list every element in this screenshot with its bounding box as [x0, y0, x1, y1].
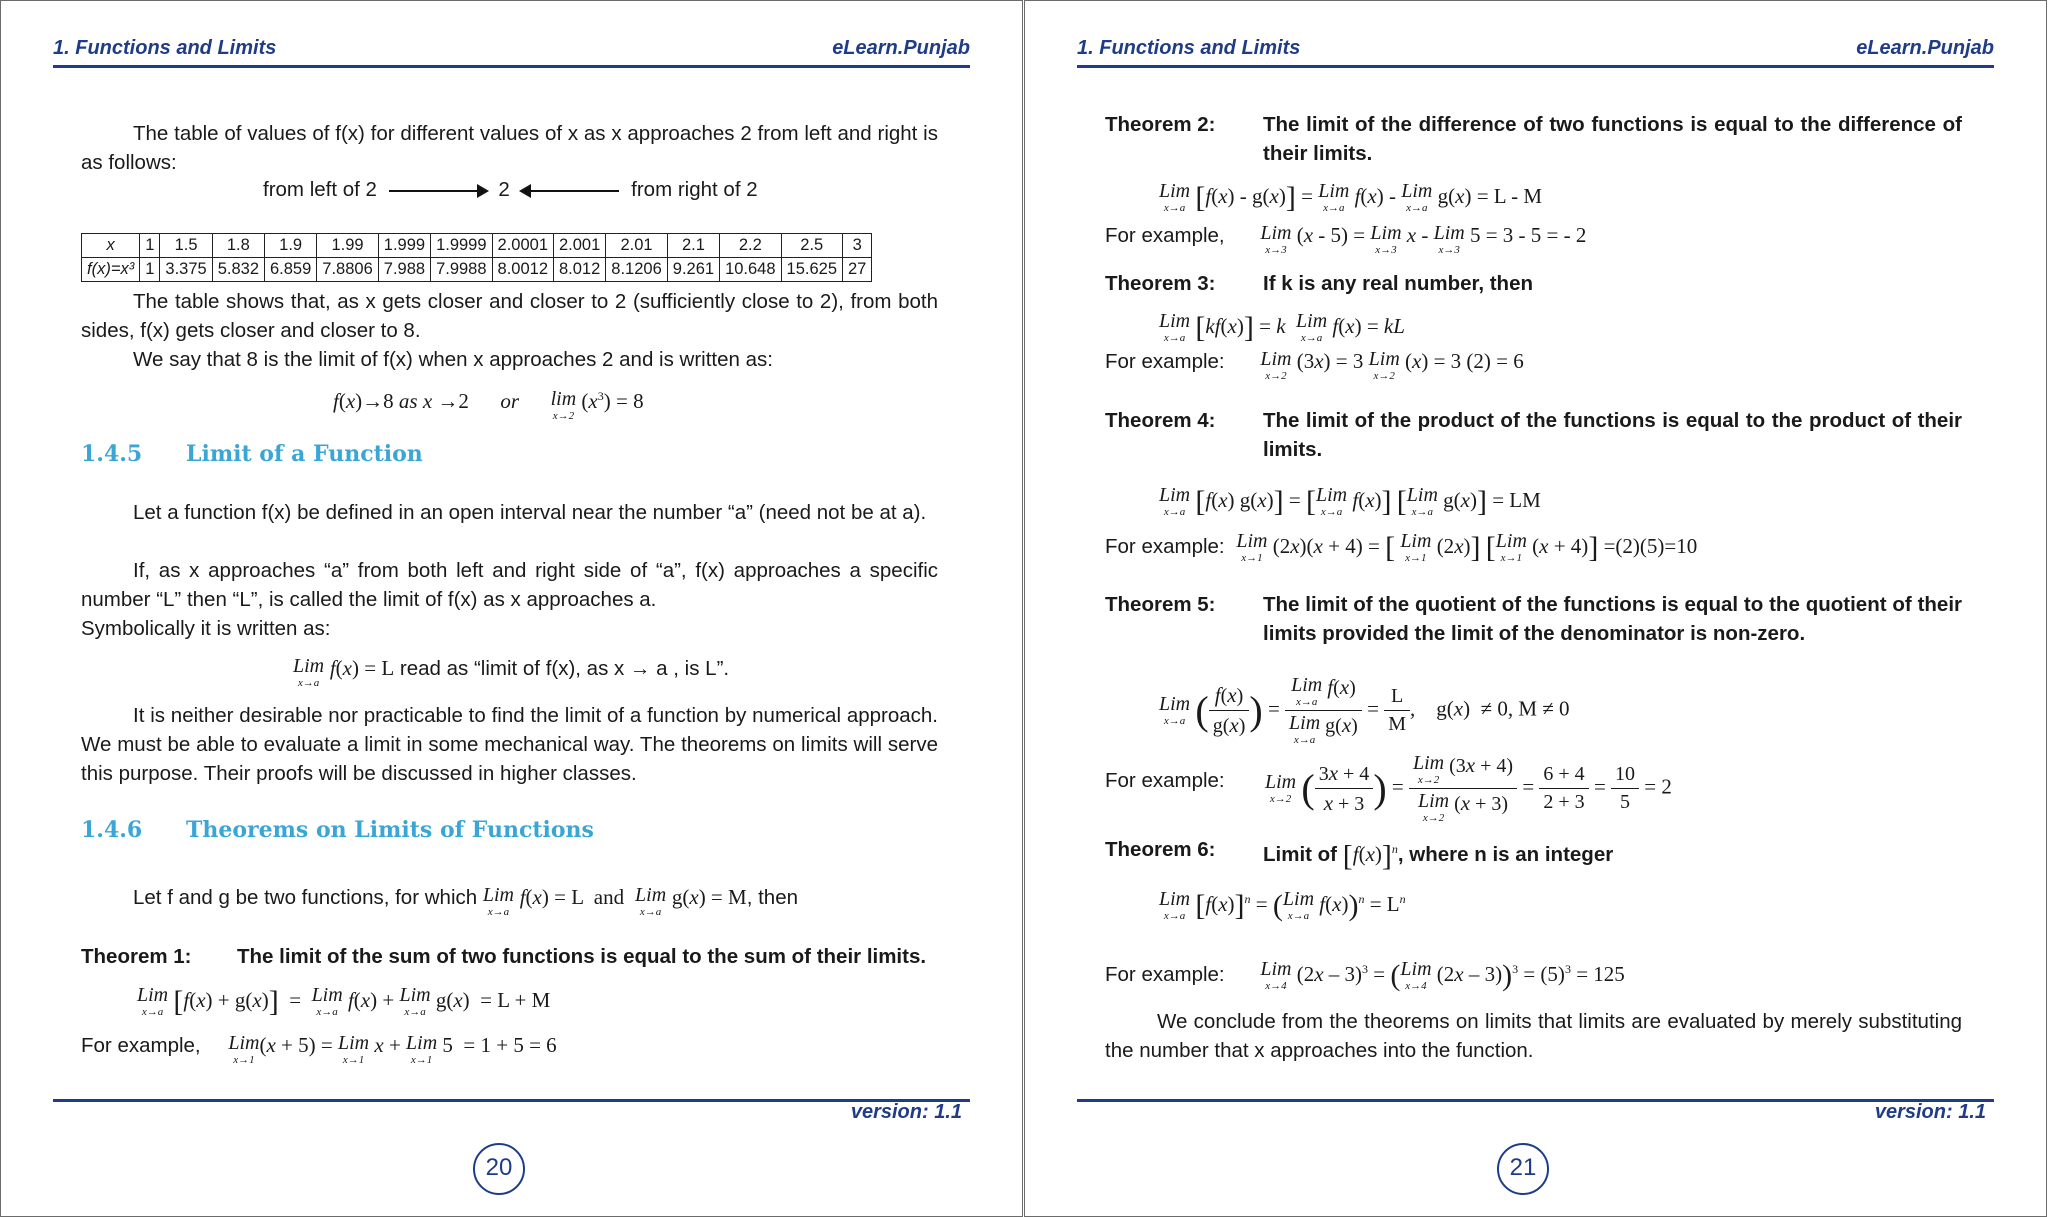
from-right-label: from right of 2: [631, 178, 758, 201]
table-cell: 2.001: [554, 234, 606, 258]
for-example-label: For example,: [1105, 224, 1225, 247]
page-number: 21: [1497, 1143, 1549, 1195]
footer-version: version: 1.1: [850, 1101, 962, 1123]
table-cell: 1: [140, 258, 160, 282]
table-cell: 10.648: [720, 258, 781, 282]
theorem-1-example: For example, Lim x→1 (x + 5) = Lim x→1 x + Lim x→1 5 = 1 + 5 = 6: [81, 1032, 557, 1066]
table-cell: 2.2: [720, 234, 781, 258]
table-cell: 7.988: [378, 258, 430, 282]
table-cell: 1.9999: [431, 234, 492, 258]
neither-desirable-paragraph: It is neither desirable nor practicable to find the limit of a function by numerical approach. We must be able to evaluate a limit in some mechanical way. The theorems on limits will serve this purpose. Their proofs will be discussed in higher classes.: [81, 704, 938, 785]
theorem-5-example-formula: Lim x→2 ( $\frac{3x + 4}{x + 3}$ ) = Lim x→2 (3x + 4) Lim x→2 (x + 3) = $\frac{6 + 4}{2 + 3}$ = $\frac{10}{5}$ = 2: [1265, 752, 1672, 824]
read-as-text: read as “limit of f(x), as x → a , is L”.: [399, 657, 730, 680]
table-cell: 2.0001: [492, 234, 553, 258]
section-1-4-5-heading: [81, 441, 423, 467]
table-cell: 8.012: [554, 258, 606, 282]
header-title: 1. Functions and Limits: [53, 37, 277, 59]
table-header-x: x: [82, 234, 140, 258]
table-cell: 2.1: [667, 234, 719, 258]
footer-line: [53, 1099, 970, 1102]
theorem-text: If k is any real number, then: [1263, 272, 1534, 295]
let-fg-then: , then: [746, 886, 798, 909]
from-left-label: from left of 2: [263, 178, 377, 201]
theorem-3-formula: Lim x→a [kf(x)] = k Lim x→a f(x) = kL: [1159, 310, 1405, 344]
theorem-5-example: [1105, 769, 1225, 793]
theorem-2-formula: Lim x→a [f(x) - g(x)] = Lim x→a f(x) - Lim x→a g(x) = L - M: [1159, 180, 1543, 214]
header-title: 1. Functions and Limits: [1077, 37, 1301, 59]
page-20: [0, 0, 1023, 1217]
limit-statement-formula: f(x)→8 as x →2 or lim x→2 $(x^3) = 8$: [333, 388, 644, 422]
theorem-text: The limit of the quotient of the functions is equal to the quotient of their limits provided the limit of the denominator is non-zero.: [1263, 593, 1962, 645]
for-example-label: For example:: [1105, 769, 1225, 792]
theorem-2-example: For example, Lim x→3 (x - 5) = Lim x→3 x - Lim x→3 5 = 3 - 5 = - 2: [1105, 222, 1587, 256]
table-cell: 2.5: [781, 234, 842, 258]
table-cell: 5.832: [212, 258, 264, 282]
table-cell: 6.859: [265, 258, 317, 282]
approach-line: [263, 178, 758, 202]
theorem-label: Theorem 2:: [1105, 113, 1216, 136]
table-cell: 1.9: [265, 234, 317, 258]
theorem-text: The limit of the sum of two functions is equal to the sum of their limits.: [237, 945, 927, 968]
page-header: [1077, 35, 1994, 68]
page-number: 20: [473, 1143, 525, 1195]
section-1-4-6-heading: [81, 817, 594, 843]
header-site: eLearn.Punjab: [1856, 37, 1994, 59]
table-cell: 9.261: [667, 258, 719, 282]
theorem-6-example: For example: Lim x→4 (2x – 3)$^3$ = ( Lim x→4 $(2x - 3))^3 = (5)^3 = 125$: [1105, 958, 1625, 992]
table-cell: 7.9988: [431, 258, 492, 282]
theorem-text: The limit of the product of the functions is equal to the product of their limits.: [1263, 409, 1962, 461]
theorem-text-pre: Limit of: [1263, 843, 1338, 866]
header-site: eLearn.Punjab: [832, 37, 970, 59]
theorem-4-formula: Lim x→a [f(x) g(x)] = [ Lim x→a f(x)] [ Lim x→a g(x)] = LM: [1159, 484, 1541, 518]
let-function-paragraph: Let a function f(x) be defined in an open interval near the number “a” (need not be at a).: [133, 501, 927, 524]
table-cell: 1.99: [317, 234, 378, 258]
theorem-label: Theorem 3:: [1105, 272, 1216, 295]
limit-definition-formula: Lim x→a f(x) = L read as “limit of f(x), as x → a , is L”.: [293, 655, 730, 689]
theorem-text-post: , where n is an integer: [1397, 843, 1614, 866]
table-cell: 7.8806: [317, 258, 378, 282]
for-example-label: For example:: [1105, 962, 1225, 986]
table-cell: 8.0012: [492, 258, 553, 282]
values-table: [81, 233, 872, 282]
footer-line: [1077, 1099, 1994, 1102]
let-fg-line: Let f and g be two functions, for which Lim x→a f(x) = L and Lim x→a g(x) = M, then: [133, 884, 798, 918]
page-header: [53, 35, 970, 68]
right-arrow-icon: [389, 190, 487, 192]
for-example-label: For example,: [81, 1034, 201, 1057]
intro-paragraph: The table of values of f(x) for different values of x as x approaches 2 from left and right is as follows:: [81, 122, 938, 174]
table-shows-paragraph: The table shows that, as x gets closer and closer to 2 (sufficiently close to 2), from both sides, f(x) gets closer and closer to 8.: [81, 290, 938, 342]
theorem-label: Theorem 5:: [1105, 593, 1216, 616]
theorem-5-formula: Lim x→a ( $\frac{f(x)}{g(x)}$ ) = Lim x→a f(x) Lim x→a g(x) = $\frac{L}{M}$ , g(x) ≠ 0, M ≠ 0: [1159, 674, 1570, 746]
for-example-label: For example:: [1105, 350, 1225, 373]
if-as-paragraph: If, as x approaches “a” from both left and right side of “a”, f(x) approaches a specific number “L” then “L”, is called the limit of f(x) as x approaches a.: [81, 559, 938, 611]
theorem-3-example: For example: Lim x→2 (3x) = 3 Lim x→2 (x) = 3 (2) = 6: [1105, 348, 1524, 382]
approach-target: 2: [498, 178, 510, 201]
table-cell: 2.01: [606, 234, 667, 258]
section-number: 1.4.6: [81, 817, 143, 843]
table-cell: 3: [843, 234, 872, 258]
for-example-label: For example:: [1105, 534, 1225, 558]
table-cell: 15.625: [781, 258, 842, 282]
we-say-paragraph: We say that 8 is the limit of f(x) when x approaches 2 and is written as:: [133, 348, 773, 371]
table-cell: 3.375: [160, 258, 212, 282]
left-arrow-icon: [521, 190, 619, 192]
table-cell: 1.999: [378, 234, 430, 258]
table-cell: 1.8: [212, 234, 264, 258]
page-21: [1024, 0, 2047, 1217]
table-cell: 1.5: [160, 234, 212, 258]
theorem-label: Theorem 1:: [81, 945, 192, 968]
table-cell: 27: [843, 258, 872, 282]
theorem-1-formula: Lim x→a [f(x) + g(x)] = Lim x→a f(x) + Lim x→a g(x) = L + M: [137, 984, 551, 1018]
theorem-text: The limit of the difference of two functions is equal to the difference of their limits.: [1263, 113, 1962, 165]
table-cell: 8.1206: [606, 258, 667, 282]
theorem-text: Limit of $[f(x)]^n$, where n is an integer: [1263, 839, 1614, 873]
table-row-fx: [82, 258, 872, 282]
theorem-label: Theorem 6:: [1105, 838, 1216, 861]
let-fg-text: Let f and g be two functions, for which: [133, 886, 478, 909]
table-row-x: [82, 234, 872, 258]
theorem-6-formula: Lim x→a $[f(x)]^n$ = ( Lim x→a $f(x))^n = L^n$: [1159, 888, 1406, 922]
section-title: Limit of a Function: [186, 441, 423, 467]
theorem-label: Theorem 4:: [1105, 409, 1216, 432]
table-header-fx: f(x)=x³: [82, 258, 140, 282]
conclusion-paragraph: We conclude from the theorems on limits that limits are evaluated by merely substituting the number that x approaches into the function.: [1105, 1010, 1962, 1062]
footer-version: version: 1.1: [1874, 1101, 1986, 1123]
symbolically-paragraph: Symbolically it is written as:: [81, 617, 331, 640]
table-cell: 1: [140, 234, 160, 258]
section-title: Theorems on Limits of Functions: [186, 817, 594, 843]
theorem-4-example: For example: Lim x→1 (2x)(x + 4) = [ Lim x→1 (2x)] [ Lim x→1 (x + 4)] =(2)(5)=10: [1105, 530, 1698, 564]
section-number: 1.4.5: [81, 441, 143, 467]
